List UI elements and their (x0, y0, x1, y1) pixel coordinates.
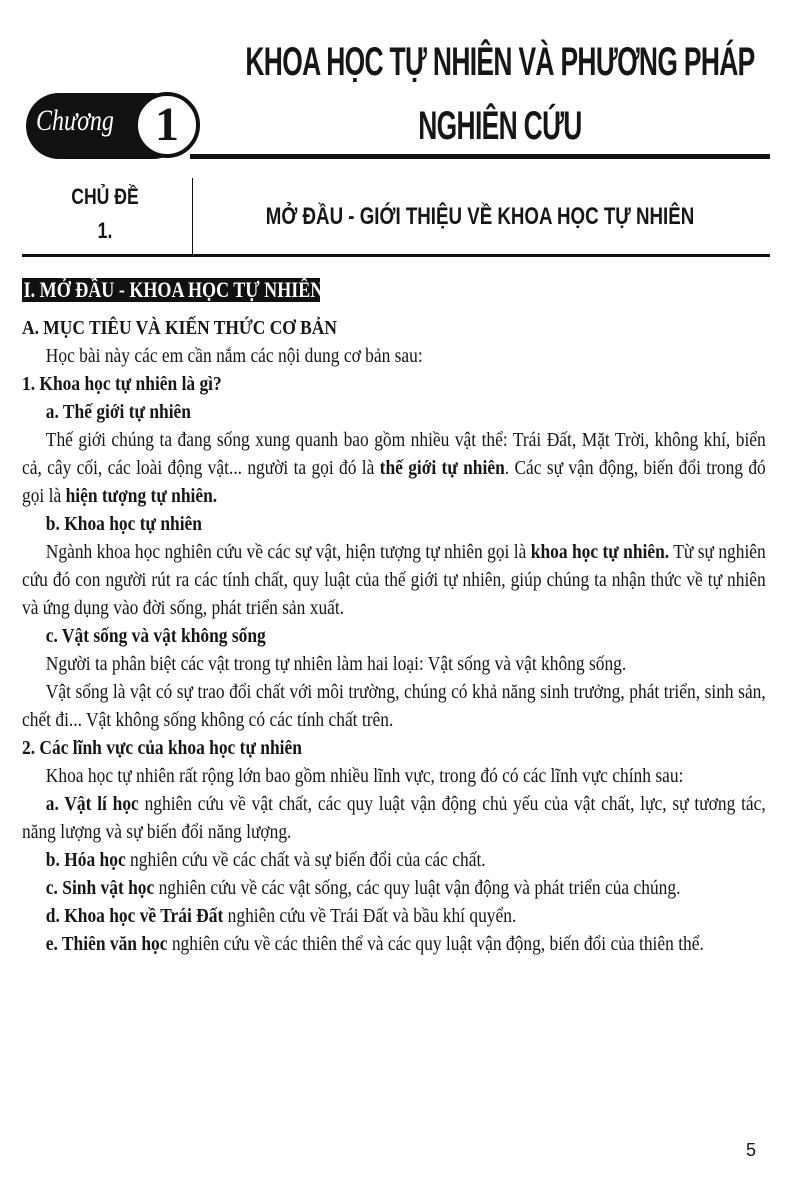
divider (190, 154, 770, 159)
divider (22, 254, 770, 257)
heading-1a: a. Thế giới tự nhiên (45, 401, 191, 423)
field-name: e. Thiên văn học (45, 933, 168, 955)
chapter-title-line2: NGHIÊN CỨU (418, 104, 582, 148)
paragraph: Khoa học tự nhiên rất rộng lớn bao gồm nhiều lĩnh vực, trong đó có các lĩnh vực chính sau: (45, 765, 684, 787)
paragraph: Người ta phân biệt các vật trong tự nhiên làm hai loại: Vật sống và vật không sống. (45, 653, 627, 675)
topic-label (53, 180, 157, 248)
text: nghiên cứu về Trái Đất và bầu khí quyển. (223, 905, 517, 927)
topic-label-text: CHỦ ĐỀ (71, 184, 139, 209)
paragraph (22, 426, 766, 510)
text: . Các sự vận động, biến đổi trong đó gọi là (22, 457, 766, 507)
divider (192, 178, 193, 254)
paragraph (22, 538, 766, 622)
bold-term: khoa học tự nhiên. (530, 541, 670, 563)
text: Ngành khoa học nghiên cứu về các sự vật, hiện tượng tự nhiên gọi là (45, 541, 531, 563)
heading-1c: c. Vật sống và vật không sống (45, 625, 266, 647)
text: nghiên cứu về vật chất, các quy luật vận động chủ yếu của vật chất, lực, sự tương tác, năng lượng và sự biến đổi năng lượng. (22, 793, 766, 843)
heading-a: A. MỤC TIÊU VÀ KIẾN THỨC CƠ BẢN (22, 317, 337, 339)
topic-number: 1. (97, 218, 113, 243)
intro: Học bài này các em cần nắm các nội dung cơ bản sau: (45, 345, 423, 367)
chapter-number: 1 (134, 92, 200, 158)
field-item (22, 846, 766, 874)
text: Từ sự nghiên cứu đó con người rút ra các tính chất, quy luật của thế giới tự nhiên, giúp chúng ta nhận thức về tự nhiên và ứng dụng vào đời sống, phát triển sản xuất. (22, 541, 766, 619)
body-content (22, 314, 766, 958)
bold-term: hiện tượng tự nhiên. (65, 485, 218, 507)
paragraph: Vật sống là vật có sự trao đổi chất với môi trường, chúng có khả năng sinh trưởng, phát triển, sinh sản, chết đi... Vật không sống không có các tính chất trên. (22, 681, 766, 731)
field-item (22, 930, 766, 958)
topic-title: MỞ ĐẦU - GIỚI THIỆU VỀ KHOA HỌC TỰ NHIÊN (265, 203, 695, 230)
text: nghiên cứu về các vật sống, các quy luật vận động và phát triển của chúng. (154, 877, 681, 899)
field-name: a. Vật lí học (45, 793, 139, 815)
page-number: 5 (746, 1140, 757, 1160)
field-item (22, 902, 766, 930)
field-name: b. Hóa học (45, 849, 126, 871)
field-name: c. Sinh vật học (45, 877, 155, 899)
chapter-word: Chương (36, 104, 114, 137)
heading-1: 1. Khoa học tự nhiên là gì? (22, 373, 222, 395)
heading-1b: b. Khoa học tự nhiên (45, 513, 202, 535)
heading-2: 2. Các lĩnh vực của khoa học tự nhiên (22, 737, 302, 759)
text: Thế giới chúng ta đang sống xung quanh bao gồm nhiều vật thể: Trái Đất, Mặt Trời, không khí, biển cả, cây cối, các loài động vật... người ta gọi đó là (22, 429, 766, 479)
field-name: d. Khoa học về Trái Đất (45, 905, 224, 927)
section-heading-text: I. MỞ ĐẦU - KHOA HỌC TỰ NHIÊN LÀ GÌ? (23, 277, 388, 302)
text: nghiên cứu về các thiên thể và các quy luật vận động, biến đổi của thiên thể. (167, 933, 704, 955)
text: nghiên cứu về các chất và sự biến đổi của các chất. (125, 849, 486, 871)
field-item (22, 874, 766, 902)
chapter-title-line1: KHOA HỌC TỰ NHIÊN VÀ PHƯƠNG PHÁP (245, 40, 755, 84)
field-item (22, 790, 766, 846)
section-heading (22, 277, 388, 302)
bold-term: thế giới tự nhiên (379, 457, 505, 479)
